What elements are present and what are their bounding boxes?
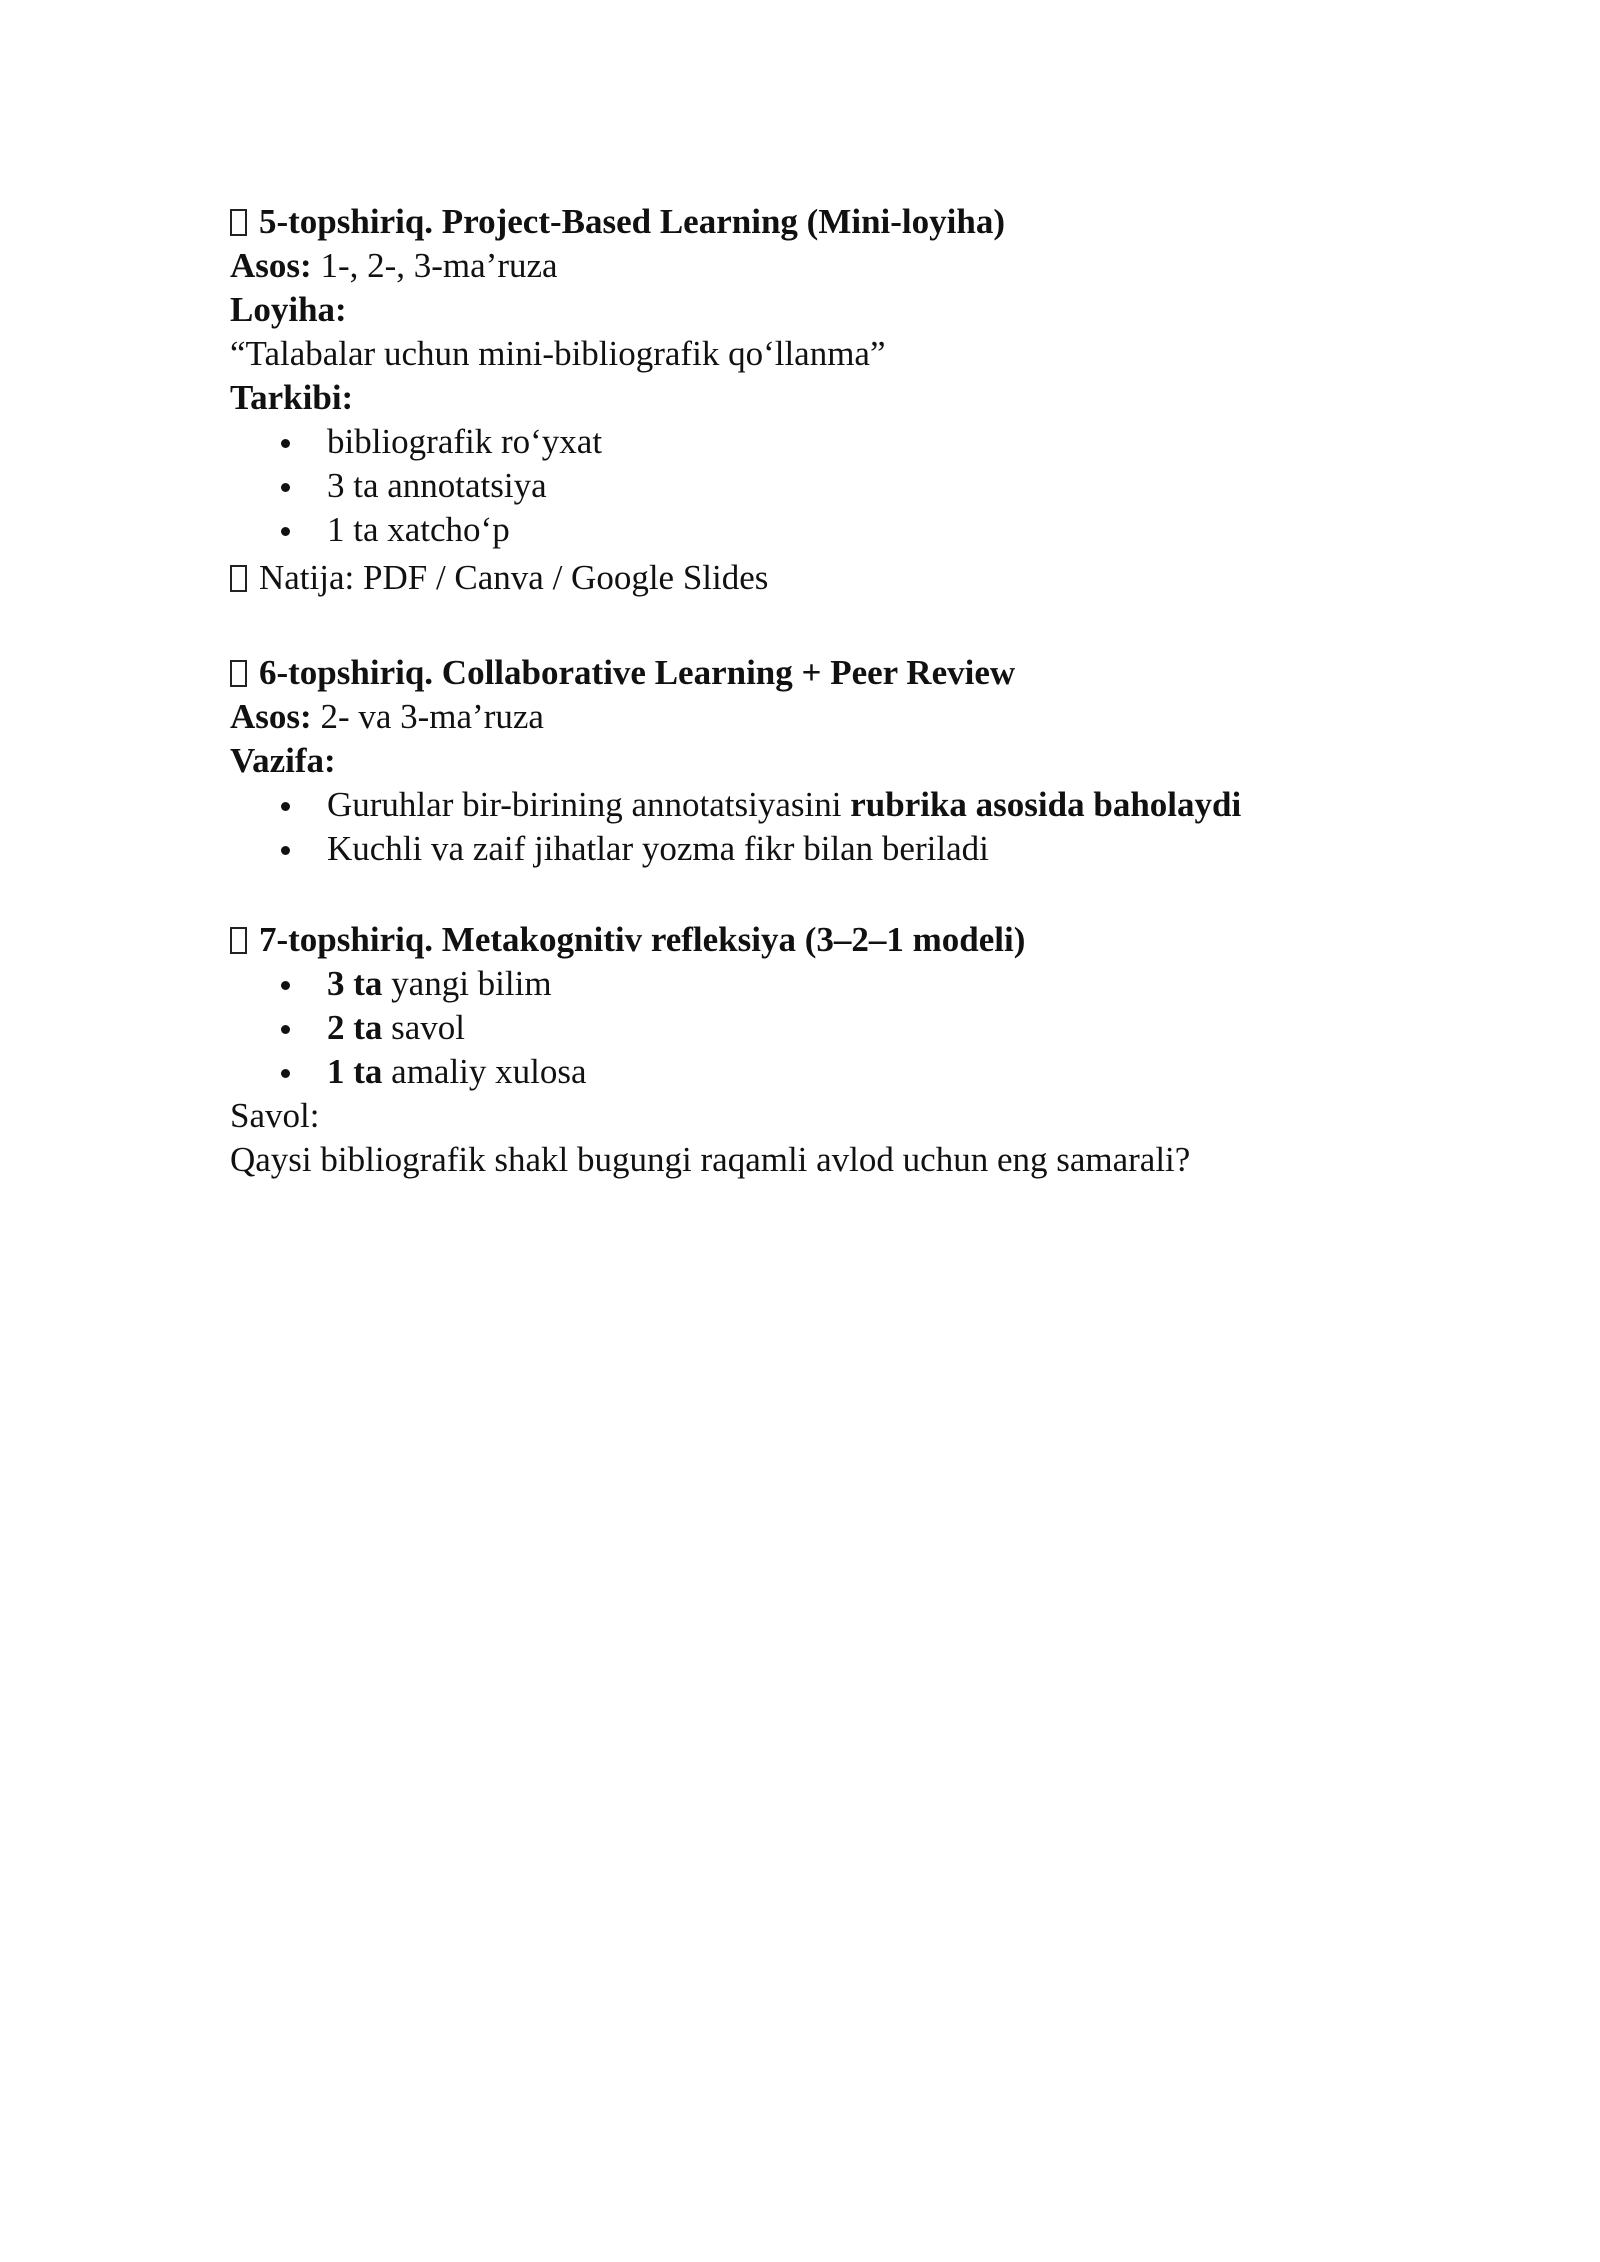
- list-item: [230, 1050, 1410, 1094]
- task-5-basis: [230, 244, 1410, 288]
- task-5-heading: [230, 200, 1410, 244]
- item-emphasis: rubrika asosida baholaydi: [850, 785, 1242, 824]
- item-text: yangi bilim: [382, 964, 552, 1003]
- project-label: Loyiha:: [230, 290, 347, 329]
- basis-label: Asos:: [230, 697, 312, 736]
- question-label: Savol:: [230, 1096, 320, 1135]
- project-value: “Talabalar uchun mini-bibliografik qo‘llanma”: [230, 334, 886, 373]
- task-6-title: 6-topshiriq. Collaborative Learning + Peer Review: [259, 653, 1016, 692]
- item-text: savol: [382, 1008, 466, 1047]
- task-7-list: [230, 962, 1410, 1094]
- task-7-heading: [230, 918, 1410, 962]
- task-7-title: 7-topshiriq. Metakognitiv refleksiya (3–2–1 modeli): [259, 920, 1026, 959]
- question-text: Qaysi bibliografik shakl bugungi raqamli avlod uchun eng samarali?: [230, 1140, 1191, 1179]
- item-emphasis: 3 ta: [327, 964, 383, 1003]
- task-6-basis: [230, 695, 1410, 739]
- composition-label: Tarkibi:: [230, 378, 354, 417]
- basis-label: Asos:: [230, 246, 312, 285]
- item-text: Guruhlar bir-birining annotatsiyasini: [327, 785, 851, 824]
- item-text: Kuchli va zaif jihatlar yozma fikr bilan beriladi: [327, 829, 989, 868]
- basis-value: 2- va 3-ma’ruza: [311, 697, 544, 736]
- task-label: Vazifa:: [230, 741, 336, 780]
- list-item: 1 ta xatcho‘p: [230, 508, 1410, 552]
- task-7-section: [230, 918, 1410, 1182]
- task-6-heading: [230, 651, 1410, 695]
- missing-glyph-icon: [230, 565, 247, 592]
- list-item: [230, 1006, 1410, 1050]
- list-item: [230, 783, 1410, 827]
- missing-glyph-icon: [230, 927, 247, 954]
- composition-list: [230, 420, 1410, 552]
- task-6-section: [230, 651, 1410, 871]
- task-5-result: [230, 556, 1410, 600]
- task-6-list: [230, 783, 1410, 871]
- list-item: [230, 962, 1410, 1006]
- missing-glyph-icon: [230, 209, 247, 236]
- task-5-section: [230, 200, 1410, 600]
- missing-glyph-icon: [230, 660, 247, 687]
- item-emphasis: 1 ta: [327, 1052, 383, 1091]
- list-item: 3 ta annotatsiya: [230, 464, 1410, 508]
- list-item: [230, 827, 1410, 871]
- list-item: bibliografik ro‘yxat: [230, 420, 1410, 464]
- result-text: Natija: PDF / Canva / Google Slides: [259, 558, 769, 597]
- document-page: [230, 200, 1410, 1182]
- item-text: amaliy xulosa: [382, 1052, 587, 1091]
- item-emphasis: 2 ta: [327, 1008, 383, 1047]
- basis-value: 1-, 2-, 3-ma’ruza: [311, 246, 558, 285]
- task-5-title: 5-topshiriq. Project-Based Learning (Mini-loyiha): [259, 202, 1005, 241]
